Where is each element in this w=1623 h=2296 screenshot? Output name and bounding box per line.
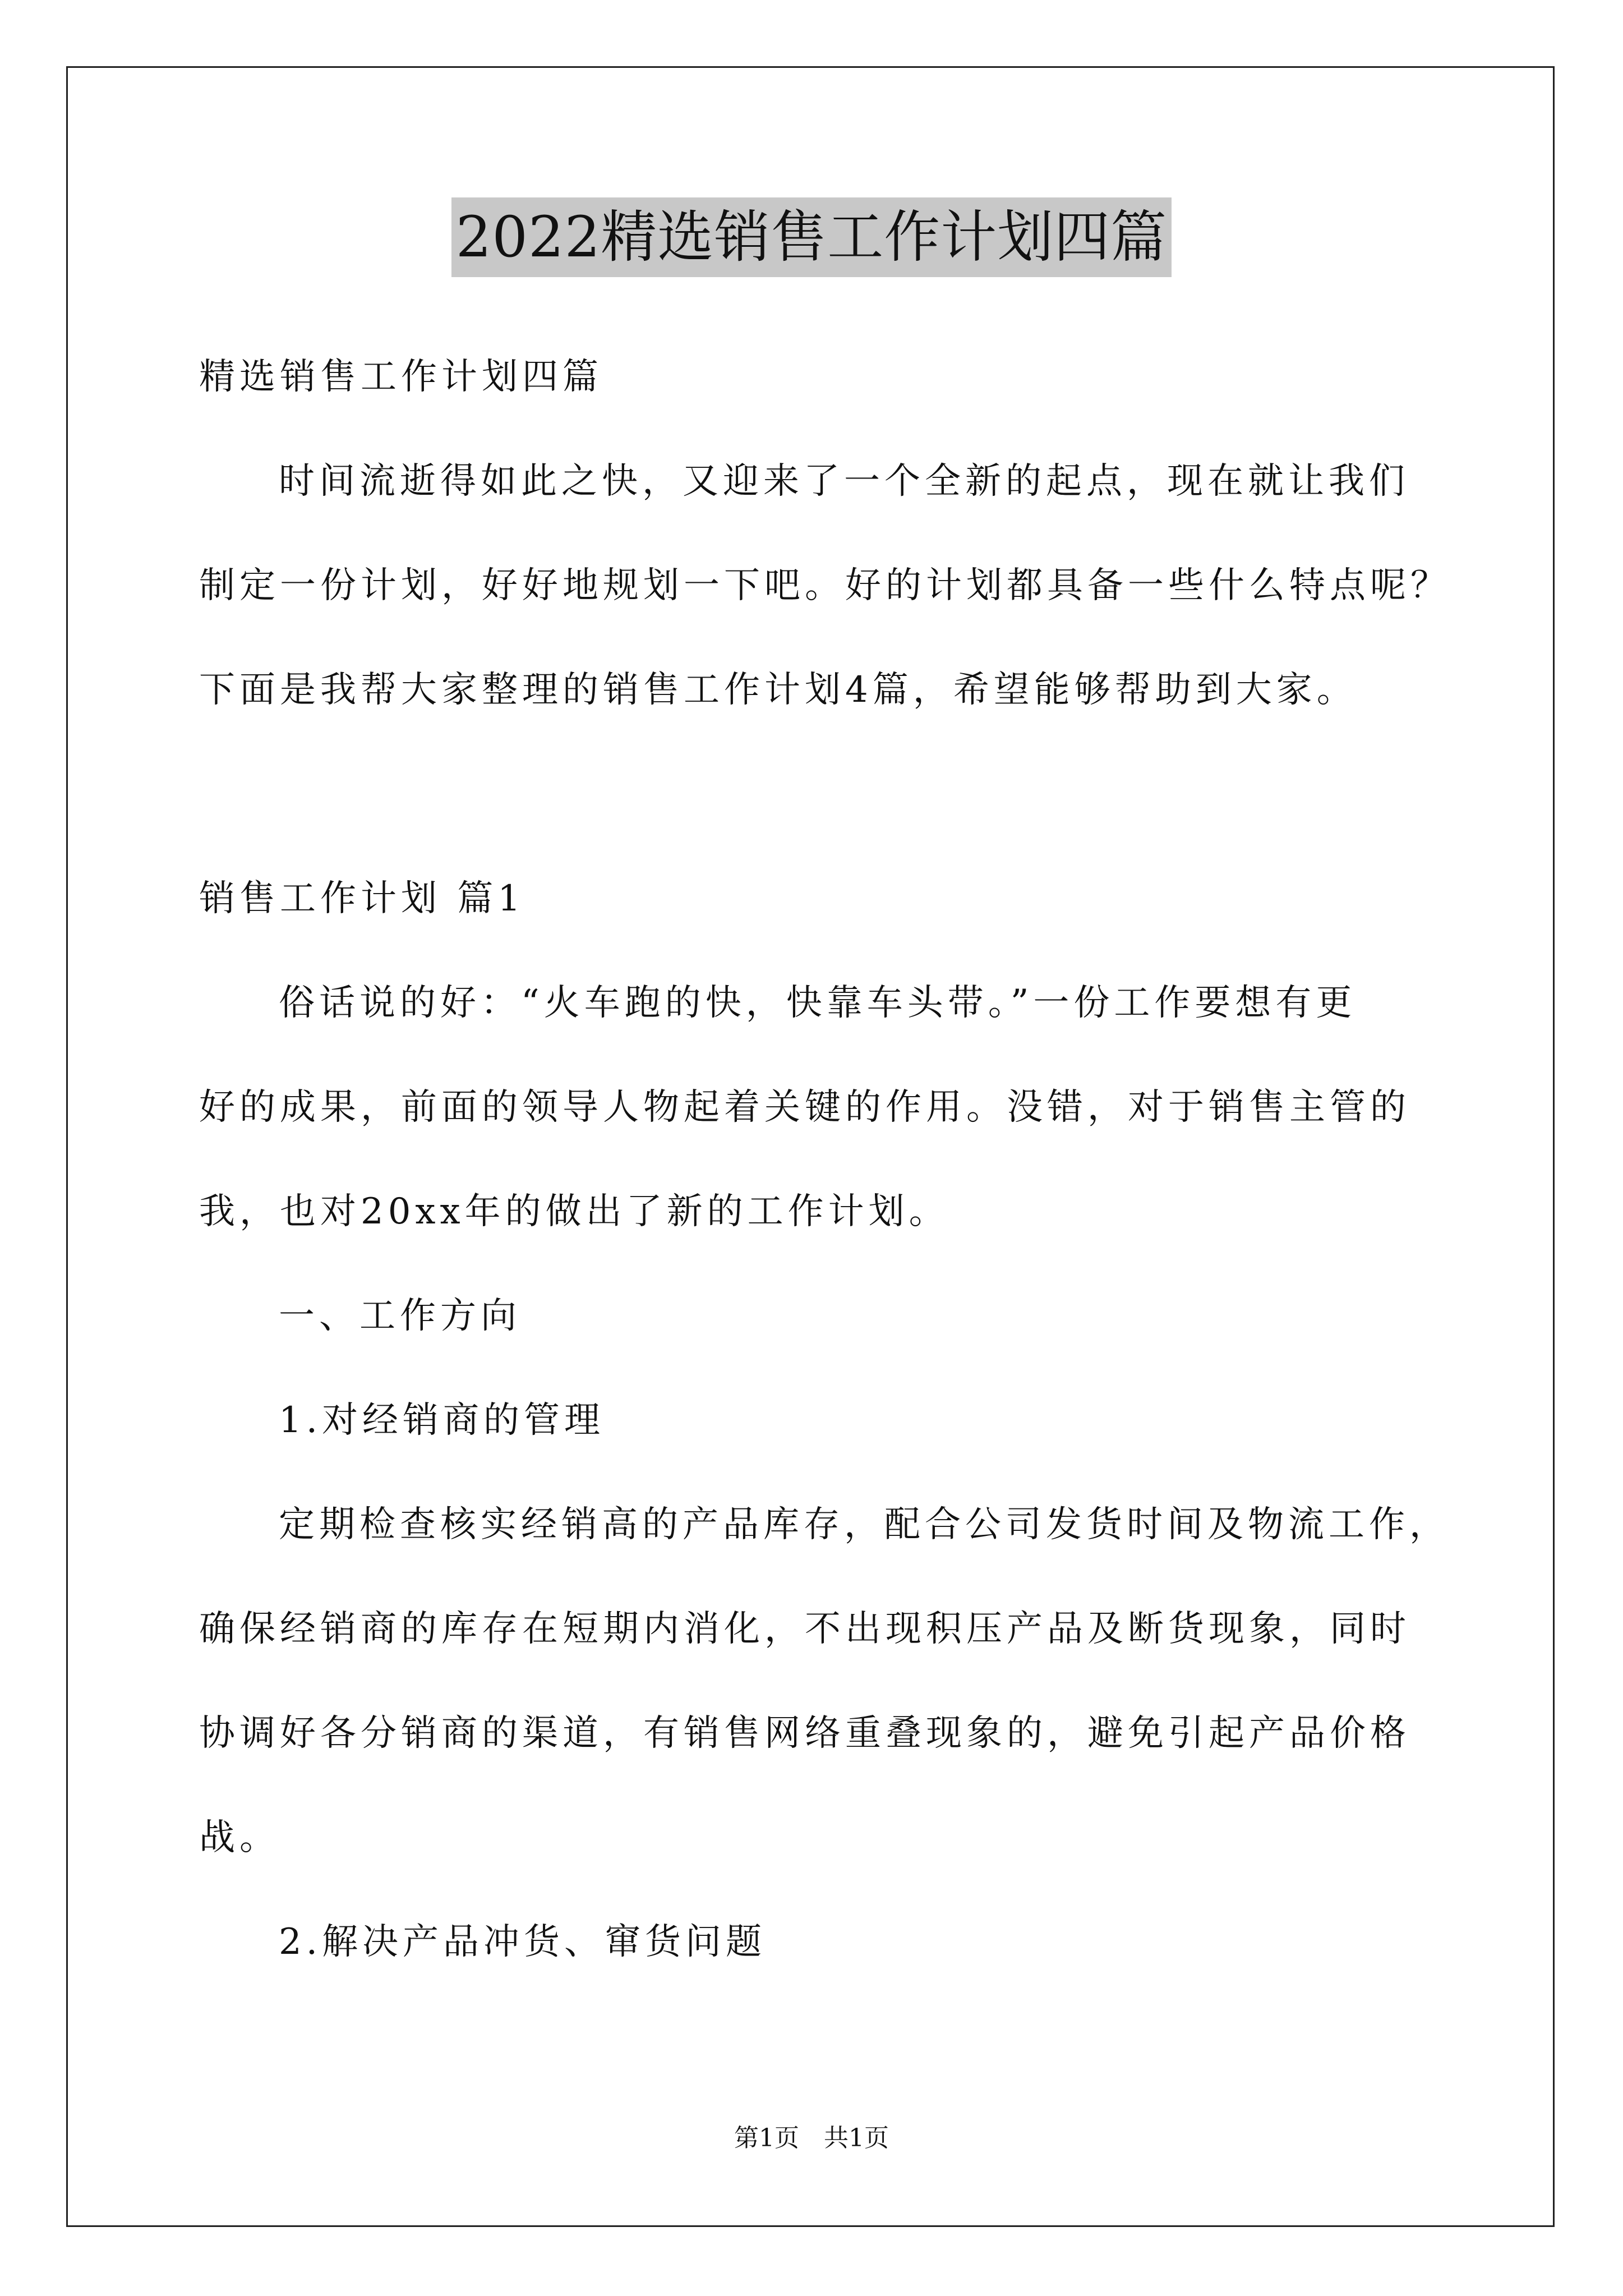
paragraph-line: 战。 bbox=[199, 1817, 280, 1858]
subheading-line: 一、工作方向 bbox=[279, 1295, 521, 1337]
paragraph-line: 我，也对20xx年的做出了新的工作计划。 bbox=[199, 1191, 949, 1232]
subheading-line: 1.对经销商的管理 bbox=[279, 1400, 605, 1441]
paragraph-line: 定期检查核实经销高的产品库存，配合公司发货时间及物流工作， bbox=[279, 1504, 1450, 1545]
section-heading: 销售工作计划 篇1 bbox=[199, 878, 525, 919]
document-title: 2022精选销售工作计划四篇 bbox=[451, 197, 1172, 277]
subtitle-line: 精选销售工作计划四篇 bbox=[199, 356, 603, 398]
page-footer: 第1页 共1页 bbox=[734, 2124, 889, 2152]
paragraph-line: 好的成果，前面的领导人物起着关键的作用。没错，对于销售主管的 bbox=[199, 1087, 1410, 1128]
paragraph-line: 确保经销商的库存在短期内消化，不出现积压产品及断货现象，同时 bbox=[199, 1608, 1410, 1650]
paragraph-line: 俗话说的好：“火车跑的快，快靠车头带。”一份工作要想有更 bbox=[279, 982, 1357, 1024]
title-container bbox=[0, 197, 1623, 277]
paragraph-line: 下面是我帮大家整理的销售工作计划4篇，希望能够帮助到大家。 bbox=[199, 669, 1357, 711]
subheading-line: 2.解决产品冲货、窜货问题 bbox=[279, 1921, 767, 1963]
paragraph-line: 时间流逝得如此之快，又迎来了一个全新的起点，现在就让我们 bbox=[279, 461, 1409, 502]
paragraph-line: 协调好各分销商的渠道，有销售网络重叠现象的，避免引起产品价格 bbox=[199, 1713, 1410, 1754]
paragraph-line: 制定一份计划，好好地规划一下吧。好的计划都具备一些什么特点呢？ bbox=[199, 565, 1451, 606]
